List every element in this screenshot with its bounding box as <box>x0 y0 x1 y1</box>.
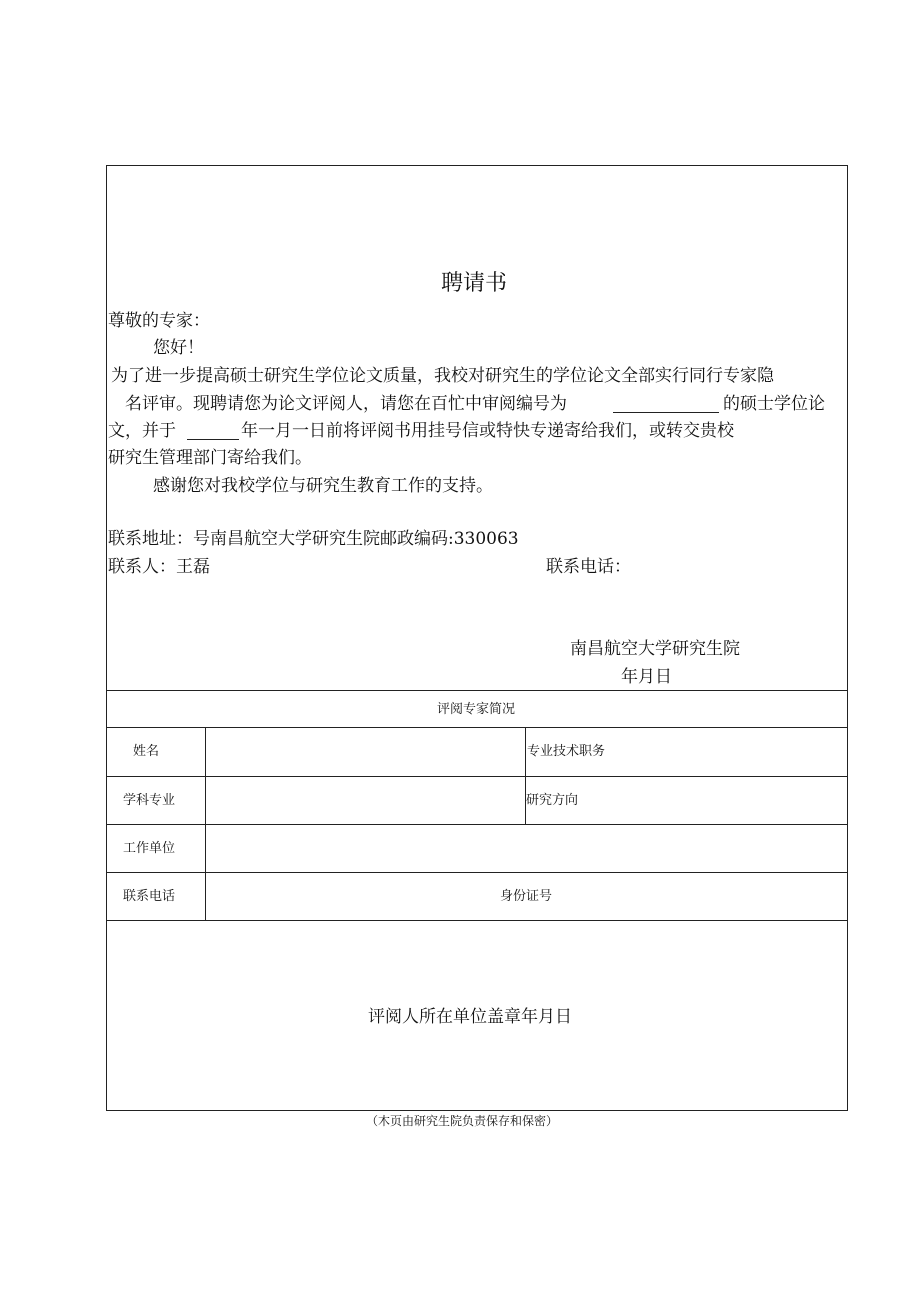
letter-title: 聘请书 <box>441 271 508 296</box>
discipline-label: 学科专业 <box>123 793 176 808</box>
contact-address: 联系地址：号南昌航空大学研究生院邮政编码:330063 <box>108 529 519 549</box>
body-line-2-end: 的硕士学位论 <box>723 394 825 414</box>
contact-phone: 联系电话： <box>546 557 631 577</box>
column-divider-middle <box>525 727 526 824</box>
signature-date: 年月日 <box>621 667 672 687</box>
body-line-1: 为了进一步提高硕士研究生学位论文质量，我校对研究生的学位论文全部实行同行专家隐 <box>111 366 774 386</box>
thanks-line: 感谢您对我校学位与研究生教育工作的支持。 <box>153 476 493 496</box>
name-label: 姓名 <box>133 744 160 759</box>
footer-note: （木页由研究生院负责保存和保密） <box>366 1114 559 1128</box>
divider-row-2 <box>107 824 847 825</box>
professional-title-label: 专业技术职务 <box>527 744 606 759</box>
contact-person: 联系人：王磊 <box>108 557 210 577</box>
profile-section-title: 评阅专家简况 <box>437 702 516 717</box>
body-line-3-start: 文，并于 <box>108 421 176 441</box>
body-line-2: 名评审。现聘请您为论文评阅人，请您在百忙中审阅编号为 <box>125 394 567 414</box>
deadline-year-blank <box>187 439 239 440</box>
signature-org: 南昌航空大学研究生院 <box>570 639 740 659</box>
stamp-instruction: 评阅人所在单位盖章年月日 <box>368 1007 572 1027</box>
phone-label: 联系电话 <box>123 889 176 904</box>
greeting: 您好！ <box>153 338 204 358</box>
body-line-3-rest: 年一月一日前将评阅书用挂号信或特快专递寄给我们，或转交贵校 <box>241 421 734 441</box>
form-frame <box>106 165 848 1111</box>
salutation: 尊敬的专家： <box>108 311 210 331</box>
id-number-label: 身份证号 <box>500 889 553 904</box>
divider-profile-top <box>107 690 847 691</box>
workplace-label: 工作单位 <box>123 841 176 856</box>
body-line-4: 研究生管理部门寄给我们。 <box>108 448 312 468</box>
column-divider-label <box>205 727 206 920</box>
thesis-number-blank <box>613 412 719 413</box>
research-direction-label: 研究方向 <box>526 793 579 808</box>
divider-row-3 <box>107 872 847 873</box>
divider-row-1 <box>107 776 847 777</box>
divider-row-4 <box>107 920 847 921</box>
divider-profile-header <box>107 727 847 728</box>
